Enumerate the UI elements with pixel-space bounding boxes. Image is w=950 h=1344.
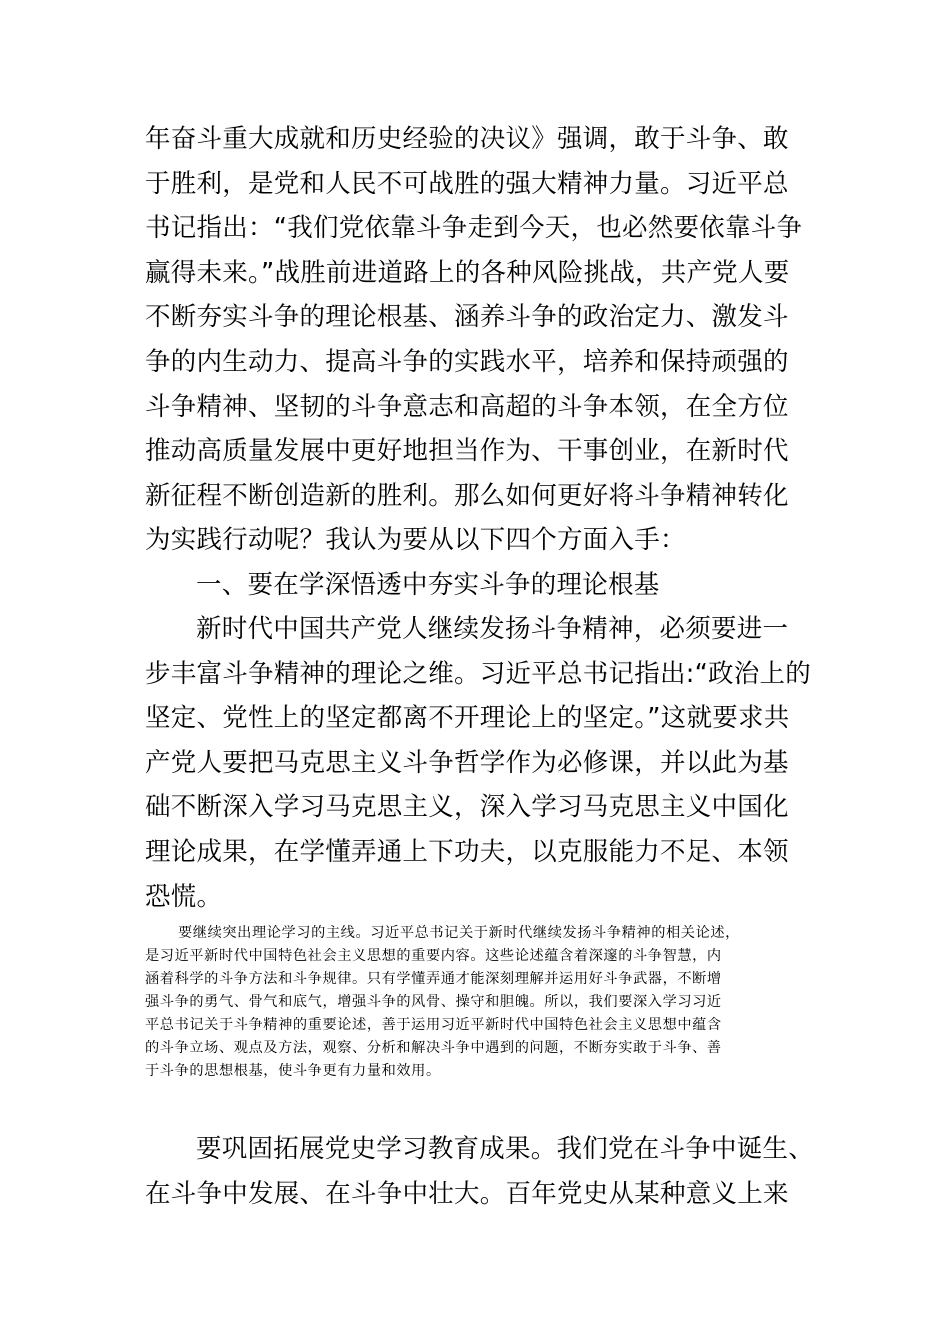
- text-line: 为实践行动呢？我认为要从以下四个方面入手：: [145, 525, 686, 556]
- text-line: 础不断深入学习马克思主义，深入学习马克思主义中国化: [145, 792, 789, 823]
- text-line: 于胜利，是党和人民不可战胜的强大精神力量。习近平总: [145, 168, 789, 199]
- body-paragraph-2: [145, 1127, 815, 1216]
- text-line: 平总书记关于斗争精神的重要论述，善于运用习近平新时代中国特色社会主义思想中蕴含: [145, 1017, 722, 1033]
- text-line: 强斗争的勇气、骨气和底气，增强斗争的风骨、操守和胆魄。所以，我们要深入学习习近: [145, 994, 722, 1010]
- text-line: 要继续突出理论学习的主线。习近平总书记关于新时代继续发扬斗争精神的相关论述，: [178, 925, 740, 941]
- text-line: 在斗争中发展、在斗争中壮大。百年党史从某种意义上来: [145, 1178, 789, 1209]
- small-paragraph: [145, 922, 835, 1083]
- intro-paragraph: [145, 117, 810, 563]
- text-line: 不断夯实斗争的理论根基、涵养斗争的政治定力、激发斗: [145, 302, 789, 333]
- text-line: 赢得未来。”战胜前进道路上的各种风险挑战，共产党人要: [145, 257, 790, 288]
- body-paragraph-1: [145, 607, 810, 919]
- text-line: 斗争精神、坚韧的斗争意志和高超的斗争本领，在全方位: [145, 391, 789, 422]
- text-line: 的斗争立场、观点及方法，观察、分析和解决斗争中遇到的问题，不断夯实敢于斗争、善: [145, 1040, 722, 1056]
- text-line: 步丰富斗争精神的理论之维。习近平总书记指出:“政治上的: [145, 658, 812, 689]
- text-line: 新征程不断创造新的胜利。那么如何更好将斗争精神转化: [145, 480, 789, 511]
- text-line: 涵着科学的斗争方法和斗争规律。只有学懂弄通才能深刻理解并运用好斗争武器，不断增: [145, 971, 722, 987]
- text-line: 于斗争的思想根基，使斗争更有力量和效用。: [145, 1063, 441, 1079]
- text-line: 争的内生动力、提高斗争的实践水平，培养和保持顽强的: [145, 346, 789, 377]
- heading-text: 一、要在学深悟透中夯实斗争的理论根基: [196, 570, 660, 600]
- section-heading: [145, 563, 810, 608]
- text-line: 年奋斗重大成就和历史经验的决议》强调，敢于斗争、敢: [145, 124, 789, 154]
- text-line: 是习近平新时代中国特色社会主义思想的重要内容。这些论述蕴含着深邃的斗争智慧，内: [145, 948, 722, 964]
- text-line: 坚定、党性上的坚定都离不开理论上的坚定。”这就要求共: [145, 703, 790, 734]
- text-line: 恐慌。: [145, 881, 223, 912]
- text-line: 产党人要把马克思主义斗争哲学作为必修课，并以此为基: [145, 747, 789, 778]
- text-line: 要巩固拓展党史学习教育成果。我们党在斗争中诞生、: [196, 1134, 815, 1164]
- text-line: 书记指出：“我们党依靠斗争走到今天，也必然要依靠斗争: [145, 213, 803, 244]
- text-line: 理论成果，在学懂弄通上下功夫，以克服能力不足、本领: [145, 836, 789, 867]
- text-line: 推动高质量发展中更好地担当作为、干事创业，在新时代: [145, 436, 789, 467]
- text-line: 新时代中国共产党人继续发扬斗争精神，必须要进一: [196, 614, 789, 644]
